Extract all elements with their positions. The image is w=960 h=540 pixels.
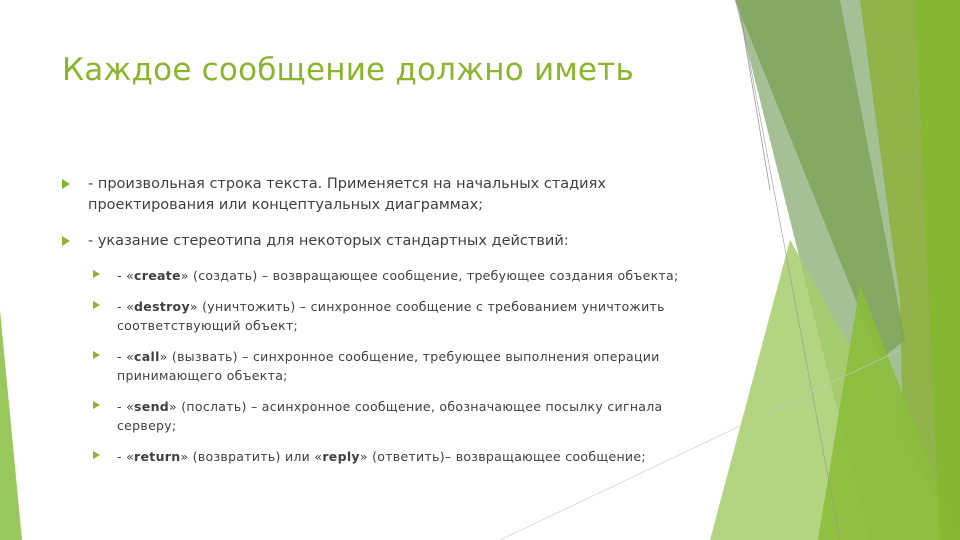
- sub-bullet-item: [62, 447, 712, 466]
- sub-bullet-text: » (уничтожить) – синхронное сообщение с требованием уничтожить соответствующий объект;: [117, 299, 665, 333]
- sub-bullet-text: » (послать) – асинхронное сообщение, обозначающее посылку сигнала серверу;: [117, 399, 663, 433]
- sub-bullet-prefix: - «: [117, 399, 135, 414]
- bullet-triangle-icon: [93, 270, 100, 278]
- slide-content: [62, 174, 712, 478]
- bullet-triangle-icon: [93, 451, 100, 459]
- bullet-text: - указание стереотипа для некоторых стандартных действий:: [88, 233, 569, 249]
- sub-bullet-item: [62, 297, 712, 335]
- sub-bullet-text: » (вызвать) – синхронное сообщение, требующее выполнения операции принимающего объекта;: [117, 349, 660, 383]
- sub-bullet-item: [62, 347, 712, 385]
- sub-bullet-prefix: - «: [117, 349, 135, 364]
- bullet-triangle-icon: [93, 401, 100, 409]
- sub-bullet-prefix: - «: [117, 299, 135, 314]
- sub-bullet-prefix: - «: [117, 449, 135, 464]
- keyword: call: [134, 349, 160, 364]
- sub-bullet-item: [62, 397, 712, 435]
- keyword: send: [134, 399, 170, 414]
- bullet-text: - произвольная строка текста. Применяется на начальных стадиях проектирования или концептуальных диаграммах;: [88, 176, 606, 213]
- sub-bullet-text: » (создать) – возвращающее сообщение, требующее создания объекта;: [180, 268, 679, 283]
- sub-bullet-item: [62, 266, 712, 285]
- sub-bullet-prefix: - «: [117, 268, 135, 283]
- keyword: return: [134, 449, 181, 464]
- slide-title: Каждое сообщение должно иметь: [62, 52, 634, 88]
- bullet-item: [62, 174, 712, 216]
- keyword: destroy: [134, 299, 190, 314]
- sub-bullet-text: » (ответить)– возвращающее сообщение;: [359, 449, 646, 464]
- bullet-triangle-icon: [62, 179, 70, 189]
- bullet-triangle-icon: [93, 351, 100, 359]
- bullet-item: [62, 231, 712, 252]
- bullet-triangle-icon: [62, 236, 70, 246]
- bullet-triangle-icon: [93, 301, 100, 309]
- keyword: reply: [322, 449, 360, 464]
- sub-bullet-mid: » (возвратить) или «: [180, 449, 323, 464]
- left-green-sliver: [0, 310, 22, 540]
- keyword: create: [134, 268, 181, 283]
